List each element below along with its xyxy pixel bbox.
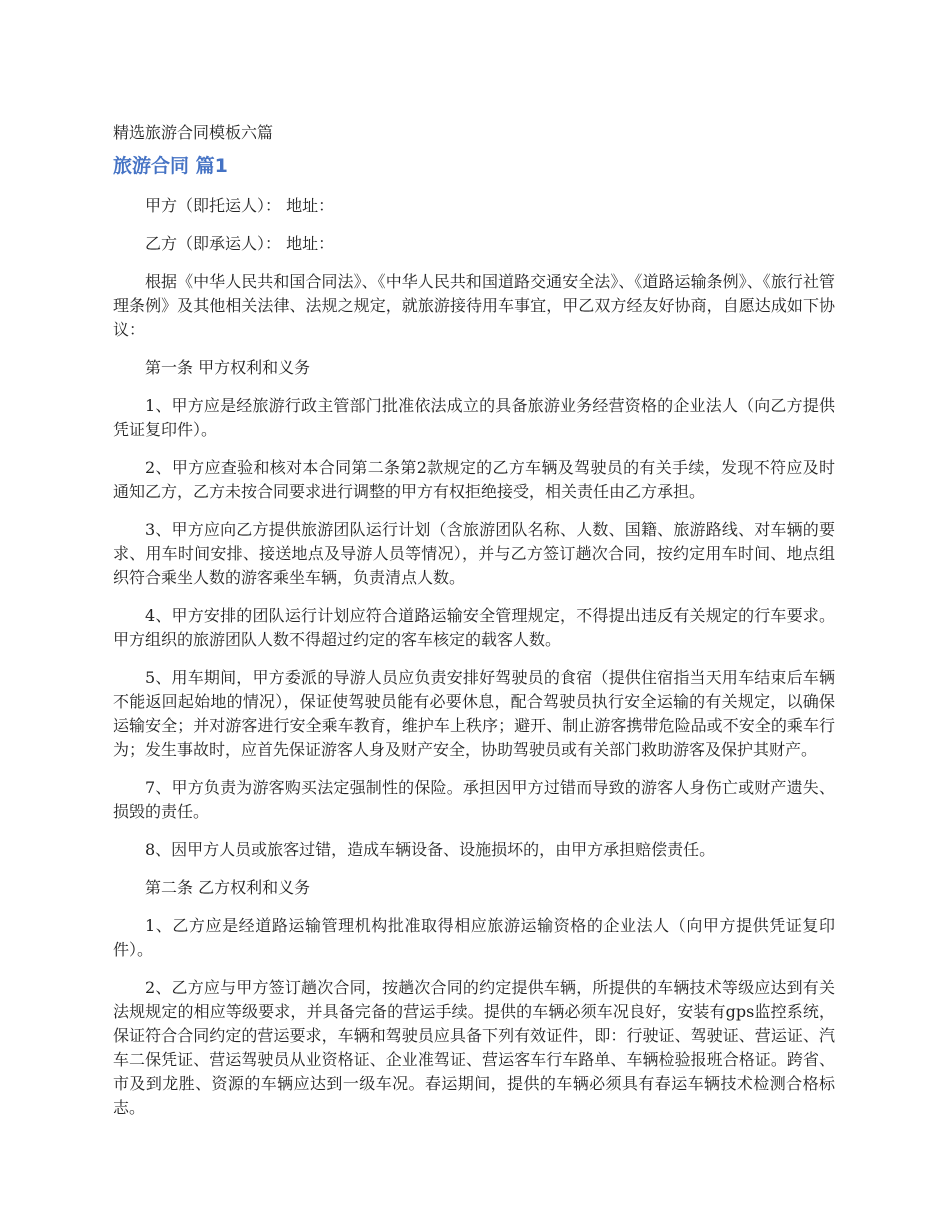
clause-paragraph: 1、甲方应是经旅游行政主管部门批准依法成立的具备旅游业务经营资格的企业法人（向乙方提供凭证复印件）。 <box>113 396 835 439</box>
party-a-line: 甲方（即托运人）： 地址： <box>145 196 335 215</box>
clause-paragraph: 1、乙方应是经道路运输管理机构批准取得相应旅游运输资格的企业法人（向甲方提供凭证复印件）。 <box>113 916 835 959</box>
clause-paragraph: 7、甲方负责为游客购买法定强制性的保险。承担因甲方过错而导致的游客人身伤亡或财产遗失、损毁的责任。 <box>113 778 835 821</box>
section-heading: 旅游合同 篇1 <box>113 155 228 177</box>
clause-paragraph: 3、甲方应向乙方提供旅游团队运行计划（含旅游团队名称、人数、国籍、旅游路线、对车辆的要求、用车时间安排、接送地点及导游人员等情况），并与乙方签订趟次合同，按约定用车时间、地点组织符合乘坐人数的游客乘坐车辆，负责清点人数。 <box>113 520 835 587</box>
article-2-heading: 第二条 乙方权利和义务 <box>145 878 311 897</box>
document-body <box>113 121 835 1134</box>
clause-paragraph: 2、乙方应与甲方签订趟次合同，按趟次合同的约定提供车辆，所提供的车辆技术等级应达到有关法规规定的相应等级要求，并具备完备的营运手续。提供的车辆必须车况良好，安装有gps监控系统，保证符合合同约定的营运要求，车辆和驾驶员应具备下列有效证件，即：行驶证、驾驶证、营运证、汽车二保凭证、营运驾驶员从业资格证、企业准驾证、营运客车行车路单、车辆检验报班合格证。跨省、市及到龙胜、资源的车辆应达到一级车况。春运期间，提供的车辆必须具有春运车辆技术检测合格标志。 <box>113 978 835 1117</box>
document-title: 精选旅游合同模板六篇 <box>113 123 274 142</box>
clause-paragraph: 8、因甲方人员或旅客过错，造成车辆设备、设施损坏的，由甲方承担赔偿责任。 <box>145 840 716 859</box>
clause-paragraph: 2、甲方应查验和核对本合同第二条第2款规定的乙方车辆及驾驶员的有关手续，发现不符应及时通知乙方，乙方未按合同要求进行调整的甲方有权拒绝接受，相关责任由乙方承担。 <box>113 458 835 501</box>
preamble-paragraph: 根据《中华人民共和国合同法》、《中华人民共和国道路交通安全法》、《道路运输条例》、《旅行社管理条例》及其他相关法律、法规之规定，就旅游接待用车事宜，甲乙双方经友好协商，自愿达成如下协议： <box>113 272 835 339</box>
party-b-line: 乙方（即承运人）： 地址： <box>145 234 335 253</box>
clause-paragraph: 5、用车期间，甲方委派的导游人员应负责安排好驾驶员的食宿（提供住宿指当天用车结束后车辆不能返回起始地的情况），保证使驾驶员能有必要休息，配合驾驶员执行安全运输的有关规定，以确保运输安全；并对游客进行安全乘车教育，维护车上秩序；避开、制止游客携带危险品或不安全的乘车行为；发生事故时，应首先保证游客人身及财产安全，协助驾驶员或有关部门救助游客及保护其财产。 <box>113 668 835 759</box>
clause-paragraph: 4、甲方安排的团队运行计划应符合道路运输安全管理规定，不得提出违反有关规定的行车要求。甲方组织的旅游团队人数不得超过约定的客车核定的载客人数。 <box>113 606 835 649</box>
article-1-heading: 第一条 甲方权利和义务 <box>145 358 311 377</box>
